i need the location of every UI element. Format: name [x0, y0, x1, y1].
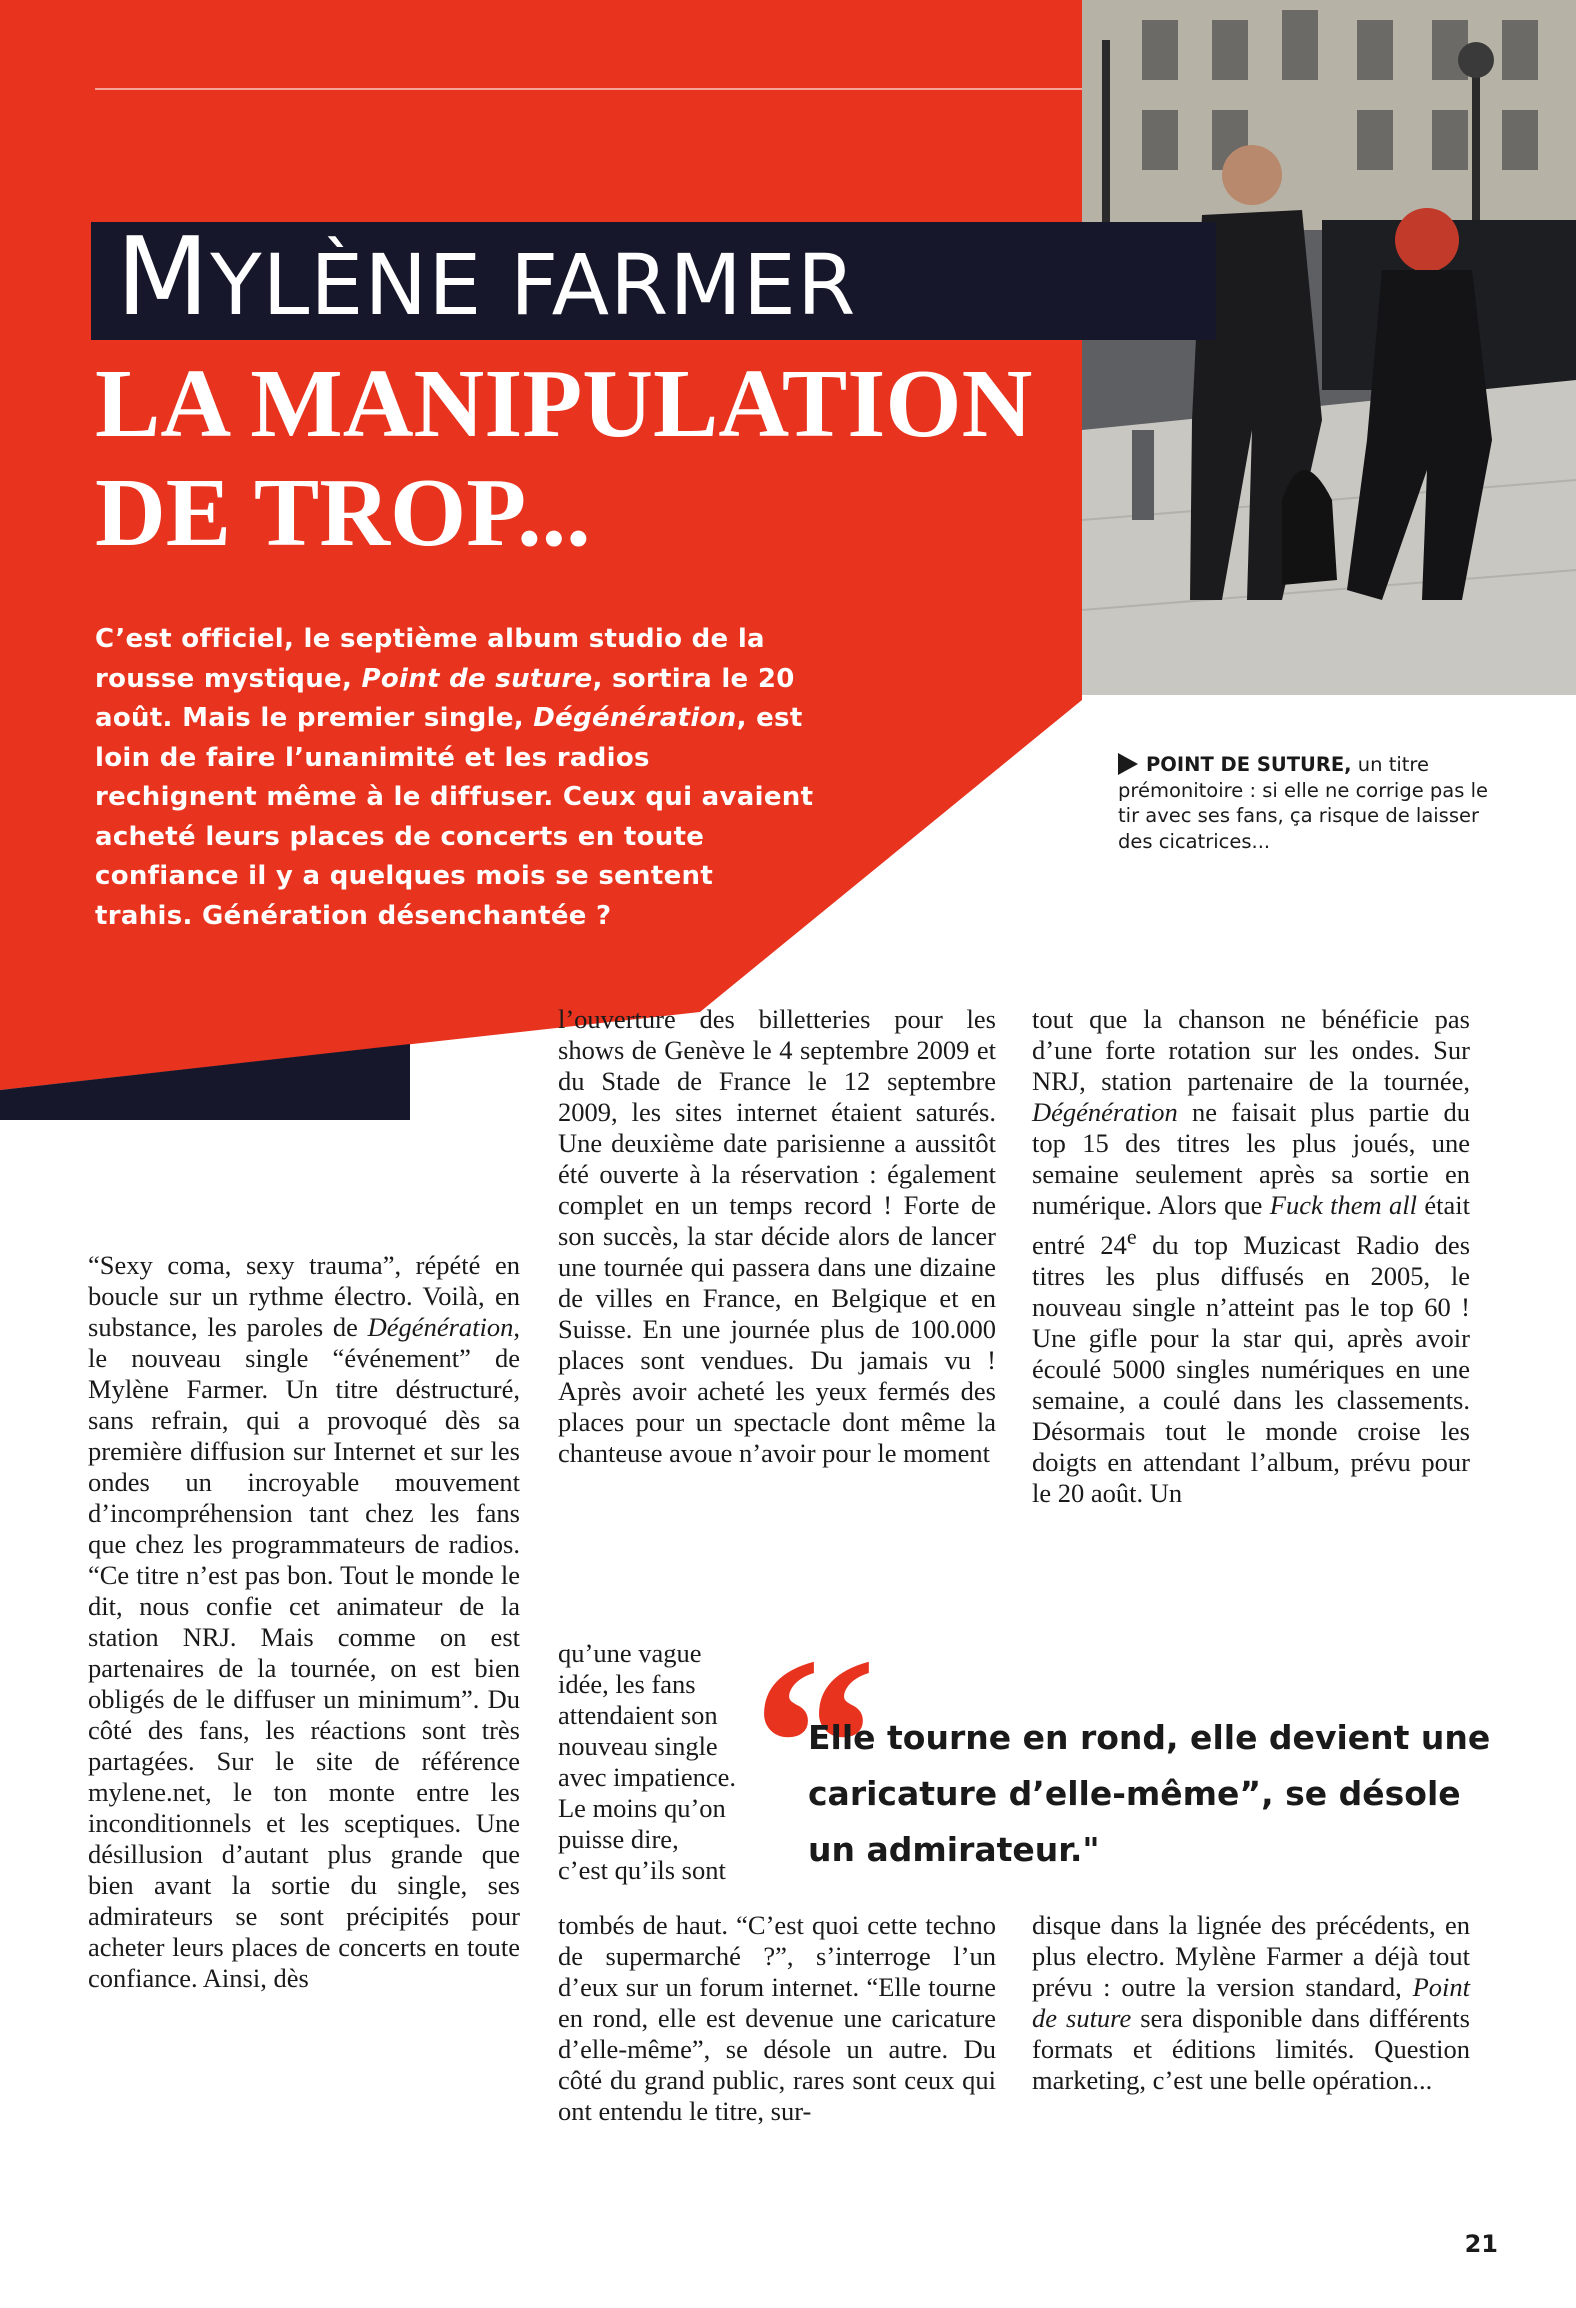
artist-name-initial: M: [116, 215, 211, 340]
photo-caption: [1118, 752, 1498, 854]
photo-illustration: [1082, 0, 1576, 695]
decorative-rule: [95, 88, 1110, 90]
standfirst-part-3: , est loin de faire l’unanimité et les radios rechignent même à le diffuser. Ceux qui avaient acheté leurs places de concerts en toute confiance il y a quelques mois se sentent trahis. Génération désenchantée ?: [95, 703, 814, 931]
col3-superscript: e: [1126, 1224, 1137, 1249]
col3-text-a1: tout que la chanson ne bénéficie pas d’une forte rotation sur les ondes. Sur NRJ, station partenaire de la tournée,: [1032, 1004, 1470, 1096]
quote-marks-icon: “: [752, 1606, 877, 1883]
col2-narrow-line: idée, les fans: [558, 1669, 696, 1699]
col2-narrow-line: attendaient son: [558, 1700, 718, 1730]
col3-text-b2: sera disponible dans différents formats et éditions limités. Question marketing, c’est une belle opération...: [1032, 2003, 1470, 2095]
caption-text: un titre prémonitoire : si elle ne corrige pas le tir avec ses fans, ça risque de laisser des cicatrices...: [1118, 753, 1489, 853]
artist-name-rest: YLÈNE FARMER: [210, 236, 857, 334]
headline: [95, 350, 1032, 568]
headline-line-2: DE TROP...: [95, 459, 591, 567]
artist-name: [116, 215, 857, 340]
col1-single-title: Dégénération: [367, 1312, 514, 1342]
col3-text-a3: était entré 24: [1032, 1190, 1470, 1260]
standfirst-part-1: C’est officiel, le septième album studio de la rousse mystique,: [95, 624, 765, 694]
col3-text-a4: du top Muzicast Radio des titres les plus diffusés en 2005, le nouveau single n’atteint pas le top 60 ! Une gifle pour la star qui, après avoir écoulé 5000 singles numériques en une semaine, a coulé dans les classements. Désormais tout le monde croise les doigts en attendant l’album, prévu pour le 20 août. Un: [1032, 1229, 1471, 1508]
col2-narrow-line: Le moins qu’on: [558, 1793, 726, 1823]
col3-album-title: Point de suture: [1032, 1972, 1470, 2033]
col2-narrow-line: puisse dire,: [558, 1824, 679, 1854]
col2-text-c: tombés de haut. “C’est quoi cette techno de supermarché ?”, s’interroge l’un d’eux sur un forum internet. “Elle tourne en rond, elle est devenue une caricature d’elle-même”, se désole un autre. Du côté du grand public, rares sont ceux qui ont entendu le titre, sur-: [558, 1910, 996, 2126]
caption-arrow-icon: [1118, 753, 1138, 775]
headline-line-1: LA MANIPULATION: [95, 350, 1033, 458]
standfirst-album-title: Point de suture: [361, 663, 593, 694]
standfirst-part-2: , sortira le 20 août. Mais le premier single,: [95, 663, 795, 733]
col3-text-b1: disque dans la lignée des précédents, en plus electro. Mylène Farmer a déjà tout prévu : outre la version standard,: [1032, 1910, 1470, 2002]
article-photo: [1082, 0, 1576, 695]
standfirst: [95, 620, 815, 936]
col2-narrow-line: c’est qu’ils sont: [558, 1855, 726, 1885]
article-column-3: [1032, 1004, 1470, 1509]
col3-text-a2: ne faisait plus partie du top 15 des titres les plus joués, une semaine seulement après sa sortie en numérique. Alors que: [1032, 1097, 1470, 1220]
col2-narrow-line: qu’une vague: [558, 1638, 702, 1668]
col2-narrow-line: avec impatience.: [558, 1762, 737, 1792]
article-column-1: [88, 1250, 520, 1994]
standfirst-single-title: Dégénération: [533, 703, 737, 733]
article-column-2-end: [558, 1910, 996, 2127]
col2-text-a: l’ouverture des billetteries pour les shows de Genève le 4 septembre 2009 et du Stade de France le 12 septembre 2009, les sites internet étaient saturés. Une deuxième date parisienne a aussitôt été ouverte à la réservation : également complet en un temps record ! Forte de son succès, la star décide alors de lancer une tournée qui passera dans une dizaine de villes en France, en Belgique et en Suisse. En une journée plus de 100.000 places sont vendues. Du jamais vu ! Après avoir acheté les yeux fermés des places pour un spectacle dont même la chanteuse avoue n’avoir pour le moment: [558, 1004, 996, 1468]
pull-quote: Elle tourne en rond, elle devient une caricature d’elle-même”, se désole un admirateur.": [808, 1718, 1491, 1869]
col3-single-title: Dégénération: [1032, 1097, 1178, 1127]
col3-song-title: Fuck them all: [1269, 1190, 1417, 1220]
col2-narrow-line: nouveau single: [558, 1731, 718, 1761]
article-column-2: [558, 1004, 996, 1469]
col1-text-a: “Sexy coma, sexy trauma”, répété en boucle sur un rythme électro. Voilà, en substance, les paroles de: [88, 1250, 520, 1342]
article-column-3-end: [1032, 1910, 1470, 2096]
page-number: 21: [1464, 2230, 1498, 2258]
col1-text-b: , le nouveau single “événement” de Mylène Farmer. Un titre déstructuré, sans refrain, qui a provoqué dès sa première diffusion sur Internet et sur les ondes un incroyable mouvement d’incompréhension tant chez les fans que chez les programmateurs de radios. “Ce titre n’est pas bon. Tout le monde le dit, nous confie cet animateur de la station NRJ. Mais comme on est partenaires de la tournée, on est bien obligés de le diffuser un minimum”. Du côté des fans, les réactions sont très partagées. Sur le site de référence mylene.net, le ton monte entre les inconditionnels et les sceptiques. Une désillusion d’autant plus grande que bien avant la sortie du single, ses admirateurs se sont précipités pour acheter leurs places de concerts en toute confiance. Ainsi, dès: [88, 1312, 520, 1993]
caption-lead: POINT DE SUTURE,: [1146, 753, 1352, 776]
